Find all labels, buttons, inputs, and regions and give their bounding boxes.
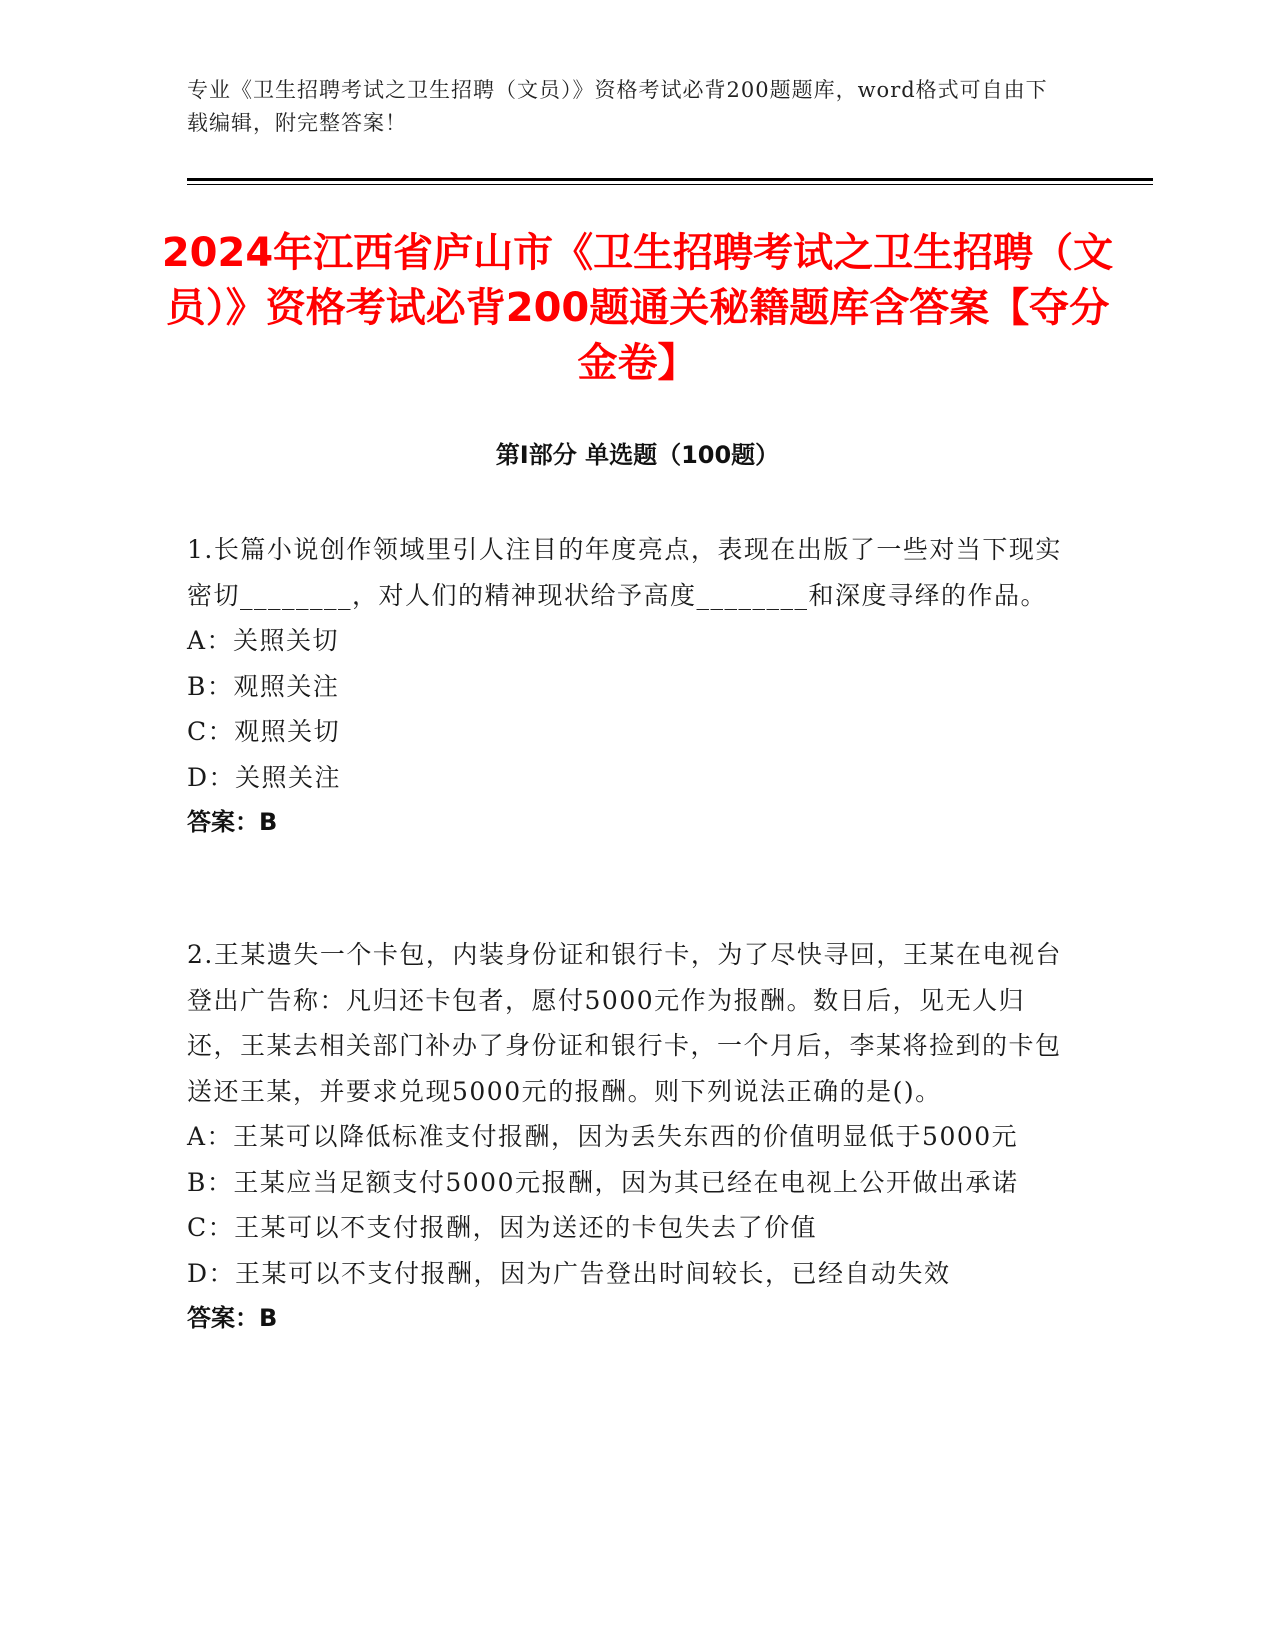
option-d: D：关照关注 [187, 762, 342, 792]
question-1 [187, 527, 1067, 846]
option-a: A：关照关切 [187, 626, 340, 655]
question-stem: 1.长篇小说创作领域里引人注目的年度亮点，表现在出版了一些对当下现实密切________，对人们的精神现状给予高度________和深度寻绎的作品。 [187, 535, 1062, 610]
option-a: A：王某可以降低标准支付报酬，因为丢失东西的价值明显低于5000元 [187, 1122, 1019, 1151]
answer-label: 答案：B [187, 1304, 278, 1332]
document-title: 2024年江西省庐山市《卫生招聘考试之卫生招聘（文员）》资格考试必背200题通关秘籍题库含答案【夺分金卷】 [161, 230, 1114, 386]
header-note: 专业《卫生招聘考试之卫生招聘（文员）》资格考试必背200题题库，word格式可自由下载编辑，附完整答案！ [187, 78, 1048, 135]
question-stem: 2.王某遗失一个卡包，内装身份证和银行卡，为了尽快寻回，王某在电视台登出广告称：凡归还卡包者，愿付5000元作为报酬。数日后，见无人归还，王某去相关部门补办了身份证和银行卡，一个月后，李某将捡到的卡包送还王某，并要求兑现5000元的报酬。则下列说法正确的是()。 [187, 940, 1062, 1106]
option-c: C：观照关切 [187, 717, 341, 746]
option-d: D：王某可以不支付报酬，因为广告登出时间较长，已经自动失效 [187, 1258, 951, 1288]
option-c: C：王某可以不支付报酬，因为送还的卡包失去了价值 [187, 1213, 818, 1242]
question-2 [187, 932, 1067, 1342]
option-b: B：王某应当足额支付5000元报酬，因为其已经在电视上公开做出承诺 [187, 1167, 1019, 1197]
section-title: 第Ⅰ部分 单选题（100题） [495, 441, 780, 469]
option-b: B：观照关注 [187, 671, 340, 701]
answer-label: 答案：B [187, 808, 278, 836]
header-divider-thin [187, 184, 1153, 185]
header-divider-thick [187, 178, 1153, 181]
